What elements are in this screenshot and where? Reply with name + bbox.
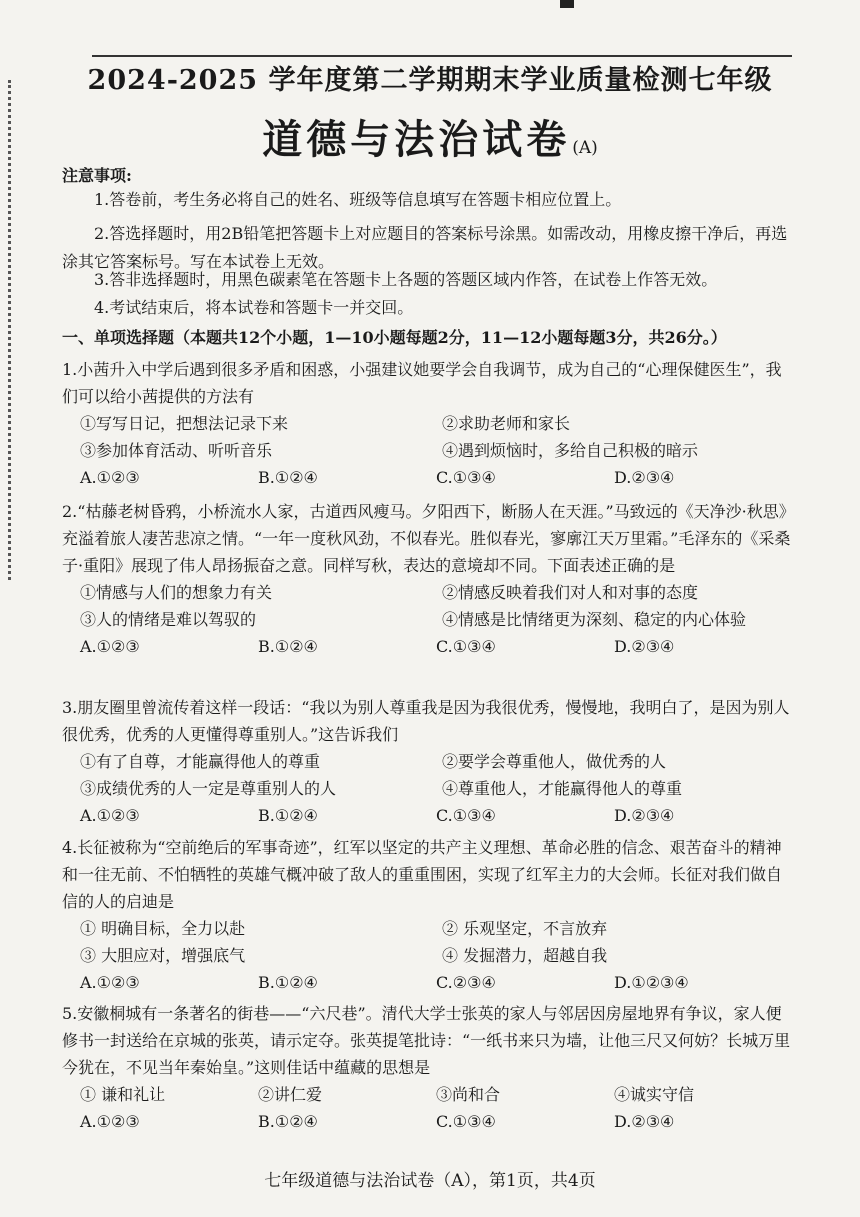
option: ①有了自尊，才能赢得他人的尊重 — [80, 752, 321, 771]
option: ② 乐观坚定，不言放弃 — [442, 919, 608, 938]
answer-choice: C.①③④ — [436, 637, 496, 656]
option: ④遇到烦恼时，多给自己积极的暗示 — [442, 441, 699, 460]
answer-choice: D.②③④ — [614, 468, 675, 487]
option: ③尚和合 — [436, 1085, 501, 1104]
scan-mark — [560, 0, 574, 8]
subject-name: 道德与法治试卷 — [262, 116, 571, 163]
question-5 — [62, 1000, 792, 1135]
question-stem: 4.长征被称为“空前绝后的军事奇迹”，红军以坚定的共产主义理想、革命必胜的信念、艰苦奋斗的精神和一往无前、不怕牺牲的英雄气概冲破了敌人的重重围困，实现了红军主力的大会师。长征对我们做自信的人的启迪是 — [62, 838, 783, 911]
question-2 — [62, 498, 792, 660]
section-title: 一、单项选择题（本题共12个小题，1—10小题每题2分，11—12小题每题3分，共26分。） — [62, 328, 727, 347]
answer-choice: A.①②③ — [80, 468, 140, 487]
question-3 — [62, 694, 792, 829]
answer-choice: A.①②③ — [80, 973, 140, 992]
variant-label: (A) — [572, 138, 598, 158]
option: ④诚实守信 — [614, 1085, 695, 1104]
answer-choice: B.①②④ — [258, 468, 318, 487]
answer-choice: B.①②④ — [258, 973, 318, 992]
question-stem: 2.“枯藤老树昏鸦，小桥流水人家，古道西风瘦马。夕阳西下，断肠人在天涯。”马致远的《天净沙·秋思》充溢着旅人凄苦悲凉之情。“一年一度秋风劲，不似春光。胜似春光，寥廓江天万里霜。”毛泽东的《采桑子·重阳》展现了伟人昂扬振奋之意。同样写秋，表达的意境却不同。下面表述正确的是 — [62, 502, 791, 575]
option: ① 谦和礼让 — [80, 1085, 166, 1104]
subject-title — [0, 108, 860, 165]
note-item: 2.答选择题时，用2B铅笔把答题卡上对应题目的答案标号涂黑。如需改动，用橡皮擦干净后，再选涂其它答案标号。写在本试卷上无效。 — [62, 224, 788, 271]
option: ④情感是比情绪更为深刻、稳定的内心体验 — [442, 610, 747, 629]
option: ④ 发掘潜力，超越自我 — [442, 946, 608, 965]
option: ①写写日记，把想法记录下来 — [80, 414, 289, 433]
question-4 — [62, 834, 792, 996]
answer-choice: A.①②③ — [80, 806, 140, 825]
question-stem: 5.安徽桐城有一条著名的街巷——“六尺巷”。清代大学士张英的家人与邻居因房屋地界有争议，家人便修书一封送给在京城的张英，请示定夺。张英提笔批诗：“一纸书来只为墙，让他三尺又何妨？长城万里今犹在，不见当年秦始皇。”这则佳话中蕴藏的思想是 — [62, 1004, 791, 1077]
answer-choice: B.①②④ — [258, 806, 318, 825]
answer-choice: D.②③④ — [614, 1112, 675, 1131]
note-item: 3.答非选择题时，用黑色碳素笔在答题卡上各题的答题区域内作答，在试卷上作答无效。 — [94, 270, 718, 289]
option: ②情感反映着我们对人和对事的态度 — [442, 583, 699, 602]
option: ③成绩优秀的人一定是尊重别人的人 — [80, 779, 337, 798]
question-1 — [62, 356, 792, 491]
option: ④尊重他人，才能赢得他人的尊重 — [442, 779, 683, 798]
note-item: 4.考试结束后，将本试卷和答题卡一并交回。 — [94, 298, 414, 317]
note-item: 1.答卷前，考生务必将自己的姓名、班级等信息填写在答题卡相应位置上。 — [94, 190, 622, 209]
answer-choice: C.①③④ — [436, 806, 496, 825]
answer-choice: D.②③④ — [614, 806, 675, 825]
answer-choice: A.①②③ — [80, 1112, 140, 1131]
option: ②讲仁爱 — [258, 1085, 323, 1104]
notes-heading: 注意事项: — [62, 166, 132, 185]
answer-choice: B.①②④ — [258, 637, 318, 656]
option: ②要学会尊重他人，做优秀的人 — [442, 752, 667, 771]
page-footer: 七年级道德与法治试卷（A），第1页，共4页 — [264, 1171, 596, 1191]
option: ①情感与人们的想象力有关 — [80, 583, 273, 602]
option: ① 明确目标，全力以赴 — [80, 919, 246, 938]
option: ③ 大胆应对，增强底气 — [80, 946, 246, 965]
answer-choice: C.①③④ — [436, 468, 496, 487]
answer-choice: C.②③④ — [436, 973, 496, 992]
answer-choice: B.①②④ — [258, 1112, 318, 1131]
answer-choice: D.②③④ — [614, 637, 675, 656]
exam-title: 2024-2025 学年度第二学期期末学业质量检测七年级 — [87, 65, 773, 96]
option: ③参加体育活动、听听音乐 — [80, 441, 273, 460]
answer-choice: D.①②③④ — [614, 973, 689, 992]
option: ③人的情绪是难以驾驭的 — [80, 610, 257, 629]
question-stem: 1.小茜升入中学后遇到很多矛盾和困惑，小强建议她要学会自我调节，成为自己的“心理保健医生”，我们可以给小茜提供的方法有 — [62, 360, 782, 406]
answer-choice: C.①③④ — [436, 1112, 496, 1131]
answer-choice: A.①②③ — [80, 637, 140, 656]
option: ②求助老师和家长 — [442, 414, 571, 433]
question-stem: 3.朋友圈里曾流传着这样一段话：“我以为别人尊重我是因为我很优秀，慢慢地，我明白了，是因为别人很优秀，优秀的人更懂得尊重别人。”这告诉我们 — [62, 698, 790, 744]
